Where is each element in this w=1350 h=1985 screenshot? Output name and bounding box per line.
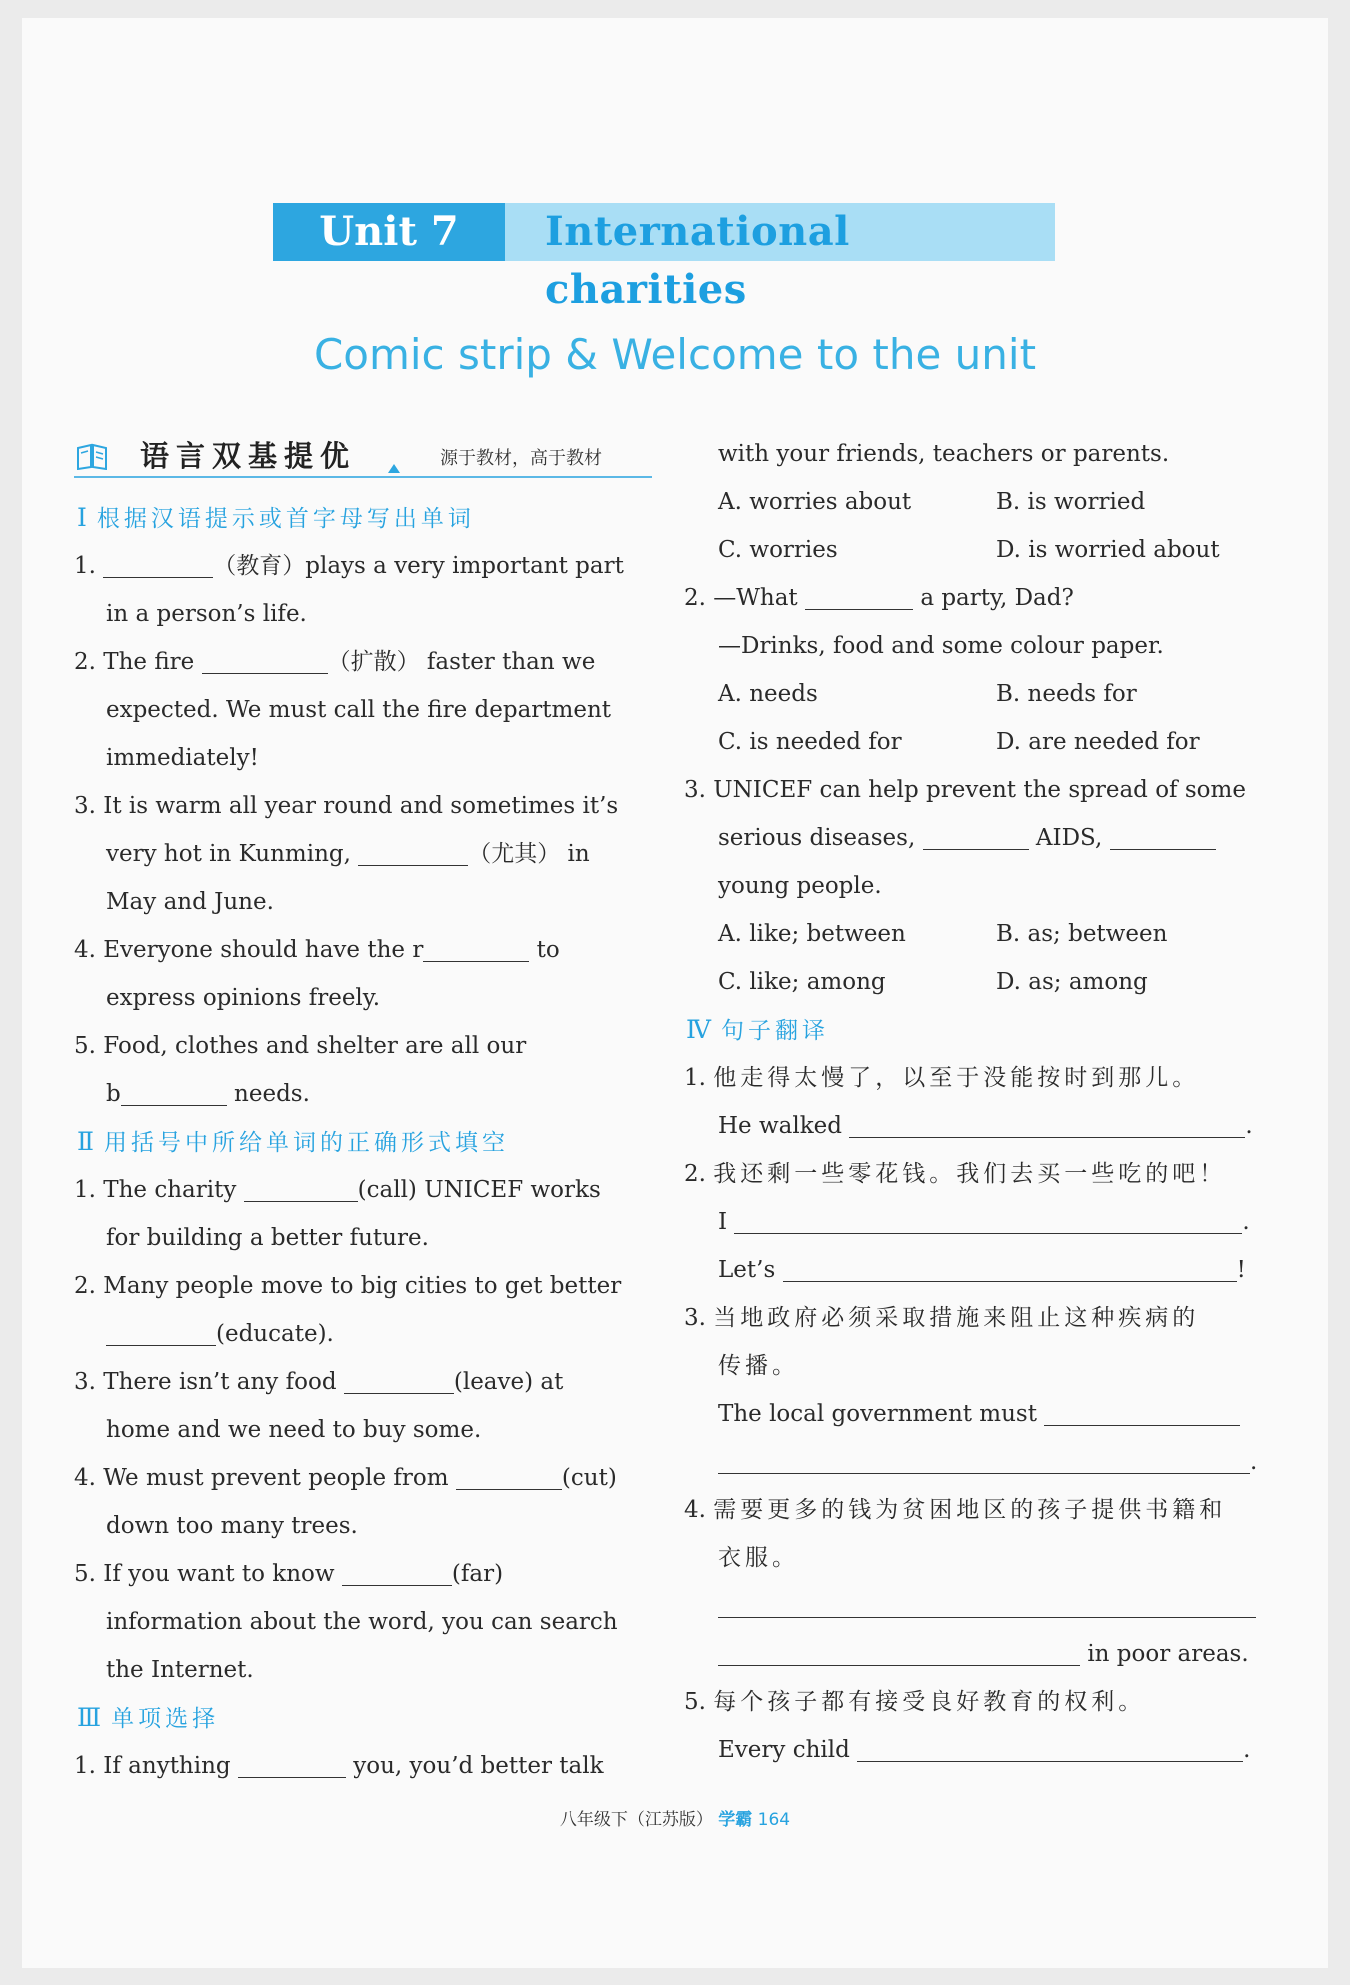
page-number: 164	[757, 1810, 791, 1830]
part2-q4-line1: 4. We must prevent people from (cut)	[74, 1465, 617, 1491]
part4-q3-line3: The local government must	[718, 1390, 1240, 1438]
part2-q5-line1: 5. If you want to know (far)	[74, 1561, 504, 1587]
part4-q5-line1: 5. 每个孩子都有接受良好教育的权利。	[684, 1689, 1146, 1715]
part3-q2-line1: 2. —What a party, Dad?	[684, 585, 1074, 611]
part2-q3-line2: home and we need to buy some.	[106, 1417, 482, 1443]
page-footer	[0, 1805, 1350, 1830]
unit-banner	[273, 203, 1055, 313]
answer-blank[interactable]	[1044, 1399, 1240, 1426]
part1-q2-line2: expected. We must call the fire department	[106, 697, 612, 723]
part3-q3-line2: serious diseases, AIDS,	[718, 814, 1216, 862]
answer-blank[interactable]	[202, 647, 328, 674]
answer-blank[interactable]	[783, 1255, 1237, 1282]
brand-label: 学霸	[718, 1810, 753, 1830]
part3-heading: Ⅲ 单项选择	[77, 1703, 220, 1732]
part4-q2-line1: 2. 我还剩一些零花钱。我们去买一些吃的吧！	[684, 1161, 1227, 1187]
answer-blank[interactable]	[718, 1447, 1250, 1474]
answer-blank[interactable]	[342, 1559, 452, 1586]
answer-blank[interactable]	[121, 1079, 227, 1106]
part3-q3-line3: young people.	[718, 873, 882, 899]
answer-blank[interactable]	[857, 1735, 1243, 1762]
part1-heading: Ⅰ 根据汉语提示或首字母写出单词	[77, 503, 475, 532]
part4-q4-line1: 4. 需要更多的钱为贫困地区的孩子提供书籍和	[684, 1497, 1227, 1523]
answer-blank[interactable]	[718, 1591, 1256, 1618]
option-d[interactable]: D. as; among	[996, 969, 1148, 995]
part2-q4-line2: down too many trees.	[106, 1513, 358, 1539]
grade-label: 八年级下（江苏版）	[559, 1810, 713, 1830]
section-header	[74, 432, 652, 478]
option-c[interactable]: C. is needed for	[718, 729, 902, 755]
option-c[interactable]: C. like; among	[718, 969, 886, 995]
part1-q2-line3: immediately!	[106, 745, 259, 771]
answer-blank[interactable]	[344, 1367, 454, 1394]
part3-q3-line1: 3. UNICEF can help prevent the spread of some	[684, 777, 1246, 803]
answer-blank[interactable]	[358, 839, 468, 866]
part4-q3-line2: 传播。	[718, 1353, 799, 1379]
option-d[interactable]: D. are needed for	[996, 729, 1200, 755]
unit-title: International charities	[545, 208, 850, 313]
part1-q1-line2: in a person’s life.	[106, 601, 307, 627]
part1-q3-line3: May and June.	[106, 889, 274, 915]
part3-q1-line1: 1. If anything you, you’d better talk	[74, 1753, 604, 1779]
part2-q5-line3: the Internet.	[106, 1657, 254, 1683]
part4-q2-line3: Let’s !	[718, 1257, 1246, 1283]
part1-q3-line2: very hot in Kunming, （尤其） in	[106, 841, 590, 867]
option-b[interactable]: B. needs for	[996, 681, 1137, 707]
part4-heading: Ⅳ 句子翻译	[686, 1015, 829, 1044]
part1-q1-line1: 1. （教育）plays a very important part	[74, 553, 624, 579]
option-b[interactable]: B. as; between	[996, 921, 1168, 947]
part2-heading: Ⅱ 用括号中所给单词的正确形式填空	[77, 1127, 509, 1156]
option-a[interactable]: A. like; between	[718, 921, 906, 947]
answer-blank[interactable]	[718, 1639, 1080, 1666]
option-a[interactable]: A. worries about	[718, 489, 912, 515]
part2-q1-line2: for building a better future.	[106, 1225, 429, 1251]
option-d[interactable]: D. is worried about	[996, 537, 1220, 563]
part1-q2-line1: 2. The fire （扩散） faster than we	[74, 649, 596, 675]
part2-q1-line1: 1. The charity (call) UNICEF works	[74, 1177, 601, 1203]
part1-q4-line1: 4. Everyone should have the r to	[74, 937, 560, 963]
part2-q3-line1: 3. There isn’t any food (leave) at	[74, 1369, 564, 1395]
answer-blank[interactable]	[805, 583, 913, 610]
part2-q2-line2: (educate).	[106, 1310, 334, 1358]
answer-blank[interactable]	[244, 1175, 358, 1202]
part3-q2-line2: —Drinks, food and some colour paper.	[718, 633, 1164, 659]
section-tagline: 源于教材，高于教材	[440, 448, 602, 469]
answer-blank[interactable]	[238, 1751, 346, 1778]
triangle-icon	[388, 464, 400, 473]
unit-number: Unit 7	[273, 203, 505, 261]
part1-q5-line1: 5. Food, clothes and shelter are all our	[74, 1033, 527, 1059]
part1-q5-line2: b needs.	[106, 1081, 310, 1107]
part4-q2-line2: I .	[718, 1209, 1250, 1235]
part3-q1-line2: with your friends, teachers or parents.	[718, 441, 1170, 467]
part4-q1-line1: 1. 他走得太慢了，以至于没能按时到那儿。	[684, 1065, 1200, 1091]
lesson-subtitle: Comic strip & Welcome to the unit	[313, 330, 1037, 379]
part4-q5-line2: Every child .	[718, 1737, 1251, 1763]
option-a[interactable]: A. needs	[718, 681, 818, 707]
section-title: 语言双基提优	[140, 439, 357, 473]
part2-q5-line2: information about the word, you can search	[106, 1609, 618, 1635]
answer-blank[interactable]	[1110, 823, 1216, 850]
part4-q4-line3	[718, 1582, 1256, 1630]
part1-q4-line2: express opinions freely.	[106, 985, 381, 1011]
part4-q3-line1: 3. 当地政府必须采取措施来阻止这种疾病的	[684, 1305, 1200, 1331]
answer-blank[interactable]	[103, 551, 213, 578]
part2-q2-line1: 2. Many people move to big cities to get better	[74, 1273, 622, 1299]
part4-q3-line4: .	[718, 1438, 1257, 1486]
part1-q3-line1: 3. It is warm all year round and sometimes it’s	[74, 793, 619, 819]
part4-q1-line2: He walked .	[718, 1113, 1253, 1139]
answer-blank[interactable]	[423, 935, 529, 962]
answer-blank[interactable]	[106, 1319, 216, 1346]
answer-blank[interactable]	[923, 823, 1029, 850]
option-c[interactable]: C. worries	[718, 537, 838, 563]
part4-q4-line4: in poor areas.	[718, 1630, 1249, 1678]
part4-q4-line2: 衣服。	[718, 1545, 799, 1571]
answer-blank[interactable]	[456, 1463, 562, 1490]
answer-blank[interactable]	[734, 1207, 1242, 1234]
option-b[interactable]: B. is worried	[996, 489, 1146, 515]
answer-blank[interactable]	[849, 1111, 1245, 1138]
book-icon	[76, 440, 108, 470]
